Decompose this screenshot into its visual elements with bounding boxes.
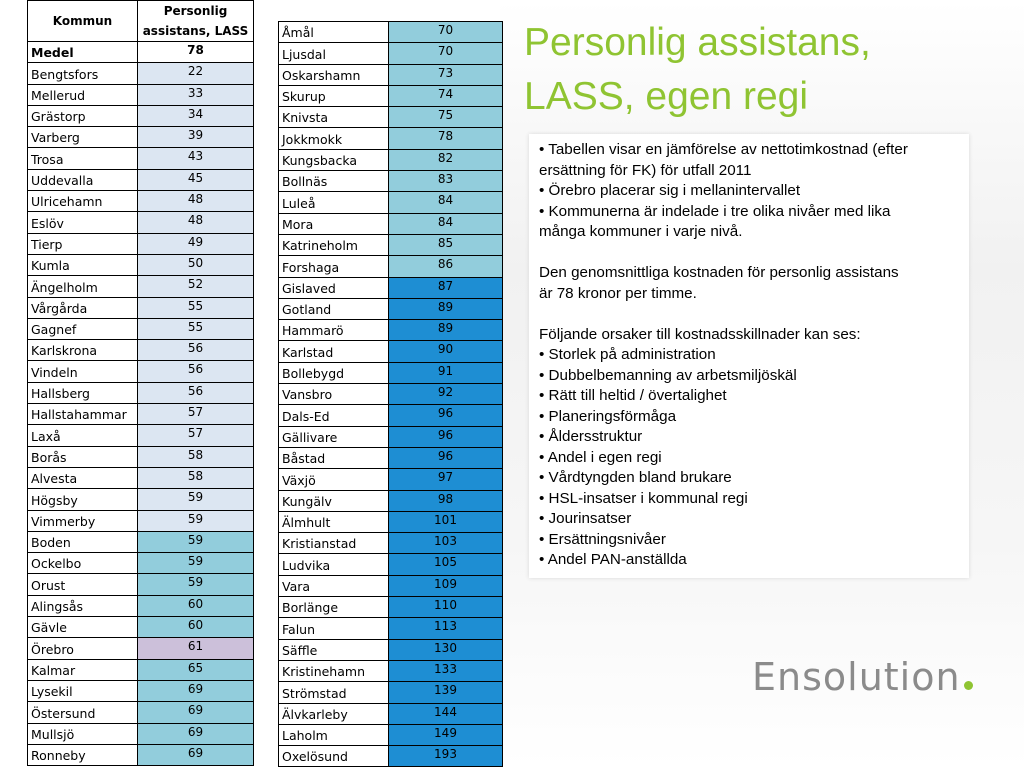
cost-value: 113	[389, 618, 503, 639]
info-line: Följande orsaker till kostnadsskillnader kan ses:	[539, 325, 861, 343]
kommun-name: Luleå	[279, 192, 389, 213]
cost-value: 92	[389, 384, 503, 405]
info-line: • Jourinsatser	[539, 510, 632, 527]
kommun-name: Gävle	[28, 617, 138, 638]
kommun-name: Karlskrona	[28, 340, 138, 361]
cost-value: 89	[389, 320, 503, 341]
cost-value: 56	[138, 382, 254, 403]
cost-value: 59	[138, 510, 254, 531]
kommun-name: Lysekil	[28, 680, 138, 701]
table-row	[28, 254, 254, 275]
kommun-name: Karlstad	[279, 341, 389, 362]
cost-value: 56	[138, 361, 254, 382]
kommun-name: Hallstahammar	[28, 404, 138, 425]
kommun-name: Vindeln	[28, 361, 138, 382]
kommun-name: Dals-Ed	[279, 405, 389, 426]
info-text	[539, 140, 964, 571]
kommun-name: Kalmar	[28, 659, 138, 680]
kommun-name: Gagnef	[28, 318, 138, 339]
table-row	[279, 469, 503, 490]
table-row	[279, 362, 503, 383]
cost-value: 50	[138, 254, 254, 275]
info-line: • Ersättningsnivåer	[539, 530, 666, 548]
cost-value: 89	[389, 298, 503, 319]
cost-value: 74	[389, 85, 503, 106]
table-row	[279, 384, 503, 405]
cost-value: 103	[389, 533, 503, 554]
cost-value: 45	[138, 169, 254, 190]
table-row	[28, 233, 254, 254]
kommun-name: Oxelösund	[279, 746, 389, 767]
kommun-name: Gällivare	[279, 426, 389, 447]
cost-value: 82	[389, 149, 503, 170]
table-row	[28, 425, 254, 446]
kommun-name: Alingsås	[28, 595, 138, 616]
cost-value: 59	[138, 531, 254, 552]
table-row	[28, 361, 254, 382]
table-row	[28, 553, 254, 574]
header-personlig-assistans	[138, 1, 254, 42]
info-line: • Rätt till heltid / övertalighet	[539, 387, 727, 404]
cost-value: 43	[138, 148, 254, 169]
table-row	[279, 43, 503, 64]
cost-value: 98	[389, 490, 503, 511]
table-row	[279, 724, 503, 745]
table-row	[28, 127, 254, 148]
kommun-name: Hallsberg	[28, 382, 138, 403]
kommun-name: Vimmerby	[28, 510, 138, 531]
kommun-name: Ljusdal	[279, 43, 389, 64]
cost-value: 69	[138, 744, 254, 765]
table-row	[279, 298, 503, 319]
cost-value: 69	[138, 702, 254, 723]
info-line: • Dubbelbemanning av arbetsmiljöskäl	[539, 366, 797, 384]
table-row	[28, 595, 254, 616]
kommun-name: Hammarö	[279, 320, 389, 341]
table-row	[279, 64, 503, 85]
table-row	[28, 276, 254, 297]
table-row	[279, 213, 503, 234]
table-row	[28, 531, 254, 552]
table-row	[28, 659, 254, 680]
kommun-name: Örebro	[28, 638, 138, 659]
table-row	[28, 63, 254, 84]
kommun-name: Gotland	[279, 298, 389, 319]
table-row	[279, 256, 503, 277]
header-value-line2: assistans, LASS	[142, 24, 249, 38]
kommun-name: Bollebygd	[279, 362, 389, 383]
kommun-name: Båstad	[279, 447, 389, 468]
cost-value: 84	[389, 213, 503, 234]
cost-value: 86	[389, 256, 503, 277]
cost-value: 144	[389, 703, 503, 724]
cost-value: 78	[138, 42, 254, 63]
kommun-name: Borås	[28, 446, 138, 467]
table-row	[279, 703, 503, 724]
table-row	[28, 382, 254, 403]
table-row	[28, 489, 254, 510]
kommun-name: Gislaved	[279, 277, 389, 298]
table-body-right	[279, 22, 503, 767]
table-row	[28, 169, 254, 190]
cost-value: 52	[138, 276, 254, 297]
kommun-name: Ängelholm	[28, 276, 138, 297]
table-row	[28, 723, 254, 744]
table-row	[279, 426, 503, 447]
cost-value: 78	[389, 128, 503, 149]
cost-value: 33	[138, 84, 254, 105]
table-row	[279, 490, 503, 511]
info-line: • Vårdtyngden bland brukare	[539, 469, 732, 486]
table-row	[279, 682, 503, 703]
table-row	[279, 320, 503, 341]
cost-value: 61	[138, 638, 254, 659]
kommun-name: Kristianstad	[279, 533, 389, 554]
info-line: många kommuner i varje nivå.	[539, 223, 743, 240]
info-line: • Storlek på administration	[539, 346, 716, 363]
cost-value: 97	[389, 469, 503, 490]
kommun-name: Älmhult	[279, 511, 389, 532]
table-row	[279, 149, 503, 170]
cost-value: 34	[138, 105, 254, 126]
table-row	[28, 84, 254, 105]
cost-value: 91	[389, 362, 503, 383]
kommun-name: Östersund	[28, 702, 138, 723]
table-row	[279, 107, 503, 128]
kommun-name: Vara	[279, 575, 389, 596]
cost-value: 55	[138, 318, 254, 339]
table-row	[279, 533, 503, 554]
paragraph-gap	[539, 304, 964, 325]
info-line: • Åldersstruktur	[539, 428, 643, 445]
kommun-name: Ludvika	[279, 554, 389, 575]
table-row	[279, 341, 503, 362]
table-row	[28, 318, 254, 339]
cost-value: 133	[389, 660, 503, 681]
kommun-name: Knivsta	[279, 107, 389, 128]
cost-value: 55	[138, 297, 254, 318]
kommun-name: Bengtsfors	[28, 63, 138, 84]
table-row	[279, 277, 503, 298]
table-row	[28, 744, 254, 765]
title-line2: LASS, egen regi	[524, 75, 809, 118]
kommun-name: Vårgårda	[28, 297, 138, 318]
kommun-name: Vansbro	[279, 384, 389, 405]
cost-value: 49	[138, 233, 254, 254]
cost-value: 70	[389, 43, 503, 64]
kommun-name: Borlänge	[279, 597, 389, 618]
kommun-name: Kungsbacka	[279, 149, 389, 170]
kommun-name: Tierp	[28, 233, 138, 254]
info-line: är 78 kronor per timme.	[539, 284, 697, 302]
info-line: • Tabellen visar en jämförelse av nettotimkostnad (efter	[539, 141, 908, 158]
cost-value: 87	[389, 277, 503, 298]
table-row	[28, 702, 254, 723]
cost-value: 96	[389, 426, 503, 447]
cost-value: 59	[138, 574, 254, 595]
kommun-name: Grästorp	[28, 105, 138, 126]
kommun-name: Kumla	[28, 254, 138, 275]
cost-value: 48	[138, 191, 254, 212]
info-line: • Planeringsförmåga	[539, 407, 677, 425]
table-row	[279, 639, 503, 660]
table-row	[279, 405, 503, 426]
table-row	[279, 22, 503, 43]
cost-value: 149	[389, 724, 503, 745]
cost-value: 56	[138, 340, 254, 361]
table-row	[28, 680, 254, 701]
header-value-line1: Personlig	[163, 4, 228, 18]
kommun-name: Skurup	[279, 85, 389, 106]
cost-value: 139	[389, 682, 503, 703]
table-row	[279, 746, 503, 767]
cost-value: 90	[389, 341, 503, 362]
cost-value: 85	[389, 234, 503, 255]
table-row	[28, 638, 254, 659]
info-line: ersättning för FK) för utfall 2011	[539, 161, 752, 179]
kommun-name: Ulricehamn	[28, 191, 138, 212]
cost-table-right	[278, 21, 503, 767]
header-kommun: Kommun	[28, 1, 138, 42]
kommun-name: Mullsjö	[28, 723, 138, 744]
table-row	[28, 510, 254, 531]
cost-value: 22	[138, 63, 254, 84]
table-row	[279, 447, 503, 468]
table-row	[28, 446, 254, 467]
cost-value: 65	[138, 659, 254, 680]
table-row	[28, 42, 254, 63]
table-row	[279, 511, 503, 532]
cost-value: 60	[138, 595, 254, 616]
table-row	[28, 212, 254, 233]
cost-value: 83	[389, 171, 503, 192]
info-line: • Örebro placerar sig i mellanintervallet	[539, 182, 801, 199]
kommun-name: Katrineholm	[279, 234, 389, 255]
paragraph-gap	[539, 243, 964, 264]
table-row	[279, 85, 503, 106]
cost-value: 130	[389, 639, 503, 660]
info-line: • HSL-insatser i kommunal regi	[539, 489, 748, 507]
slide-title	[524, 16, 1004, 124]
cost-value: 57	[138, 404, 254, 425]
cost-table-left	[27, 0, 254, 766]
cost-value: 84	[389, 192, 503, 213]
kommun-name: Kristinehamn	[279, 660, 389, 681]
kommun-name: Alvesta	[28, 467, 138, 488]
table-row	[28, 404, 254, 425]
cost-value: 48	[138, 212, 254, 233]
cost-value: 58	[138, 467, 254, 488]
cost-value: 59	[138, 489, 254, 510]
table-row	[279, 618, 503, 639]
kommun-name: Åmål	[279, 22, 389, 43]
table-row	[279, 554, 503, 575]
kommun-name: Jokkmokk	[279, 128, 389, 149]
cost-value: 69	[138, 723, 254, 744]
cost-value: 59	[138, 553, 254, 574]
kommun-name: Oskarshamn	[279, 64, 389, 85]
table-row	[28, 191, 254, 212]
table-row	[279, 234, 503, 255]
kommun-name: Högsby	[28, 489, 138, 510]
cost-value: 73	[389, 64, 503, 85]
kommun-name: Forshaga	[279, 256, 389, 277]
title-line1: Personlig assistans,	[524, 21, 871, 64]
kommun-name: Mellerud	[28, 84, 138, 105]
cost-value: 110	[389, 597, 503, 618]
table-row	[28, 105, 254, 126]
cost-value: 70	[389, 22, 503, 43]
kommun-name: Mora	[279, 213, 389, 234]
info-line: • Kommunerna är indelade i tre olika nivåer med lika	[539, 202, 891, 220]
cost-value: 96	[389, 447, 503, 468]
kommun-name: Boden	[28, 531, 138, 552]
table-row	[28, 617, 254, 638]
brand-dot-icon	[964, 681, 973, 690]
table-row	[28, 340, 254, 361]
brand-logo	[752, 655, 973, 699]
table-row	[279, 171, 503, 192]
cost-value: 193	[389, 746, 503, 767]
kommun-name: Kungälv	[279, 490, 389, 511]
kommun-name: Orust	[28, 574, 138, 595]
kommun-name: Älvkarleby	[279, 703, 389, 724]
cost-value: 109	[389, 575, 503, 596]
table-row	[279, 660, 503, 681]
cost-value: 60	[138, 617, 254, 638]
cost-value: 57	[138, 425, 254, 446]
kommun-name: Bollnäs	[279, 171, 389, 192]
kommun-name: Laxå	[28, 425, 138, 446]
kommun-name: Laholm	[279, 724, 389, 745]
kommun-name: Eslöv	[28, 212, 138, 233]
kommun-name: Ronneby	[28, 744, 138, 765]
table-body-left	[28, 42, 254, 766]
kommun-name: Strömstad	[279, 682, 389, 703]
table-row	[28, 574, 254, 595]
kommun-name: Ockelbo	[28, 553, 138, 574]
table-row	[279, 128, 503, 149]
kommun-name: Säffle	[279, 639, 389, 660]
cost-value: 69	[138, 680, 254, 701]
cost-value: 105	[389, 554, 503, 575]
kommun-name: Falun	[279, 618, 389, 639]
brand-text: Ensolution	[752, 655, 961, 699]
info-line: Den genomsnittliga kostnaden för personlig assistans	[539, 264, 899, 281]
kommun-name: Uddevalla	[28, 169, 138, 190]
cost-value: 39	[138, 127, 254, 148]
cost-value: 96	[389, 405, 503, 426]
cost-value: 101	[389, 511, 503, 532]
info-line: • Andel i egen regi	[539, 448, 662, 466]
table-row	[28, 148, 254, 169]
table-row	[28, 467, 254, 488]
kommun-name: Växjö	[279, 469, 389, 490]
table-row	[279, 192, 503, 213]
kommun-name: Medel	[28, 42, 138, 63]
info-box	[529, 134, 969, 578]
cost-value: 75	[389, 107, 503, 128]
kommun-name: Varberg	[28, 127, 138, 148]
table-header-row	[28, 1, 254, 42]
table-row	[279, 597, 503, 618]
cost-value: 58	[138, 446, 254, 467]
table-row	[28, 297, 254, 318]
kommun-name: Trosa	[28, 148, 138, 169]
info-line: • Andel PAN-anställda	[539, 551, 687, 568]
table-row	[279, 575, 503, 596]
